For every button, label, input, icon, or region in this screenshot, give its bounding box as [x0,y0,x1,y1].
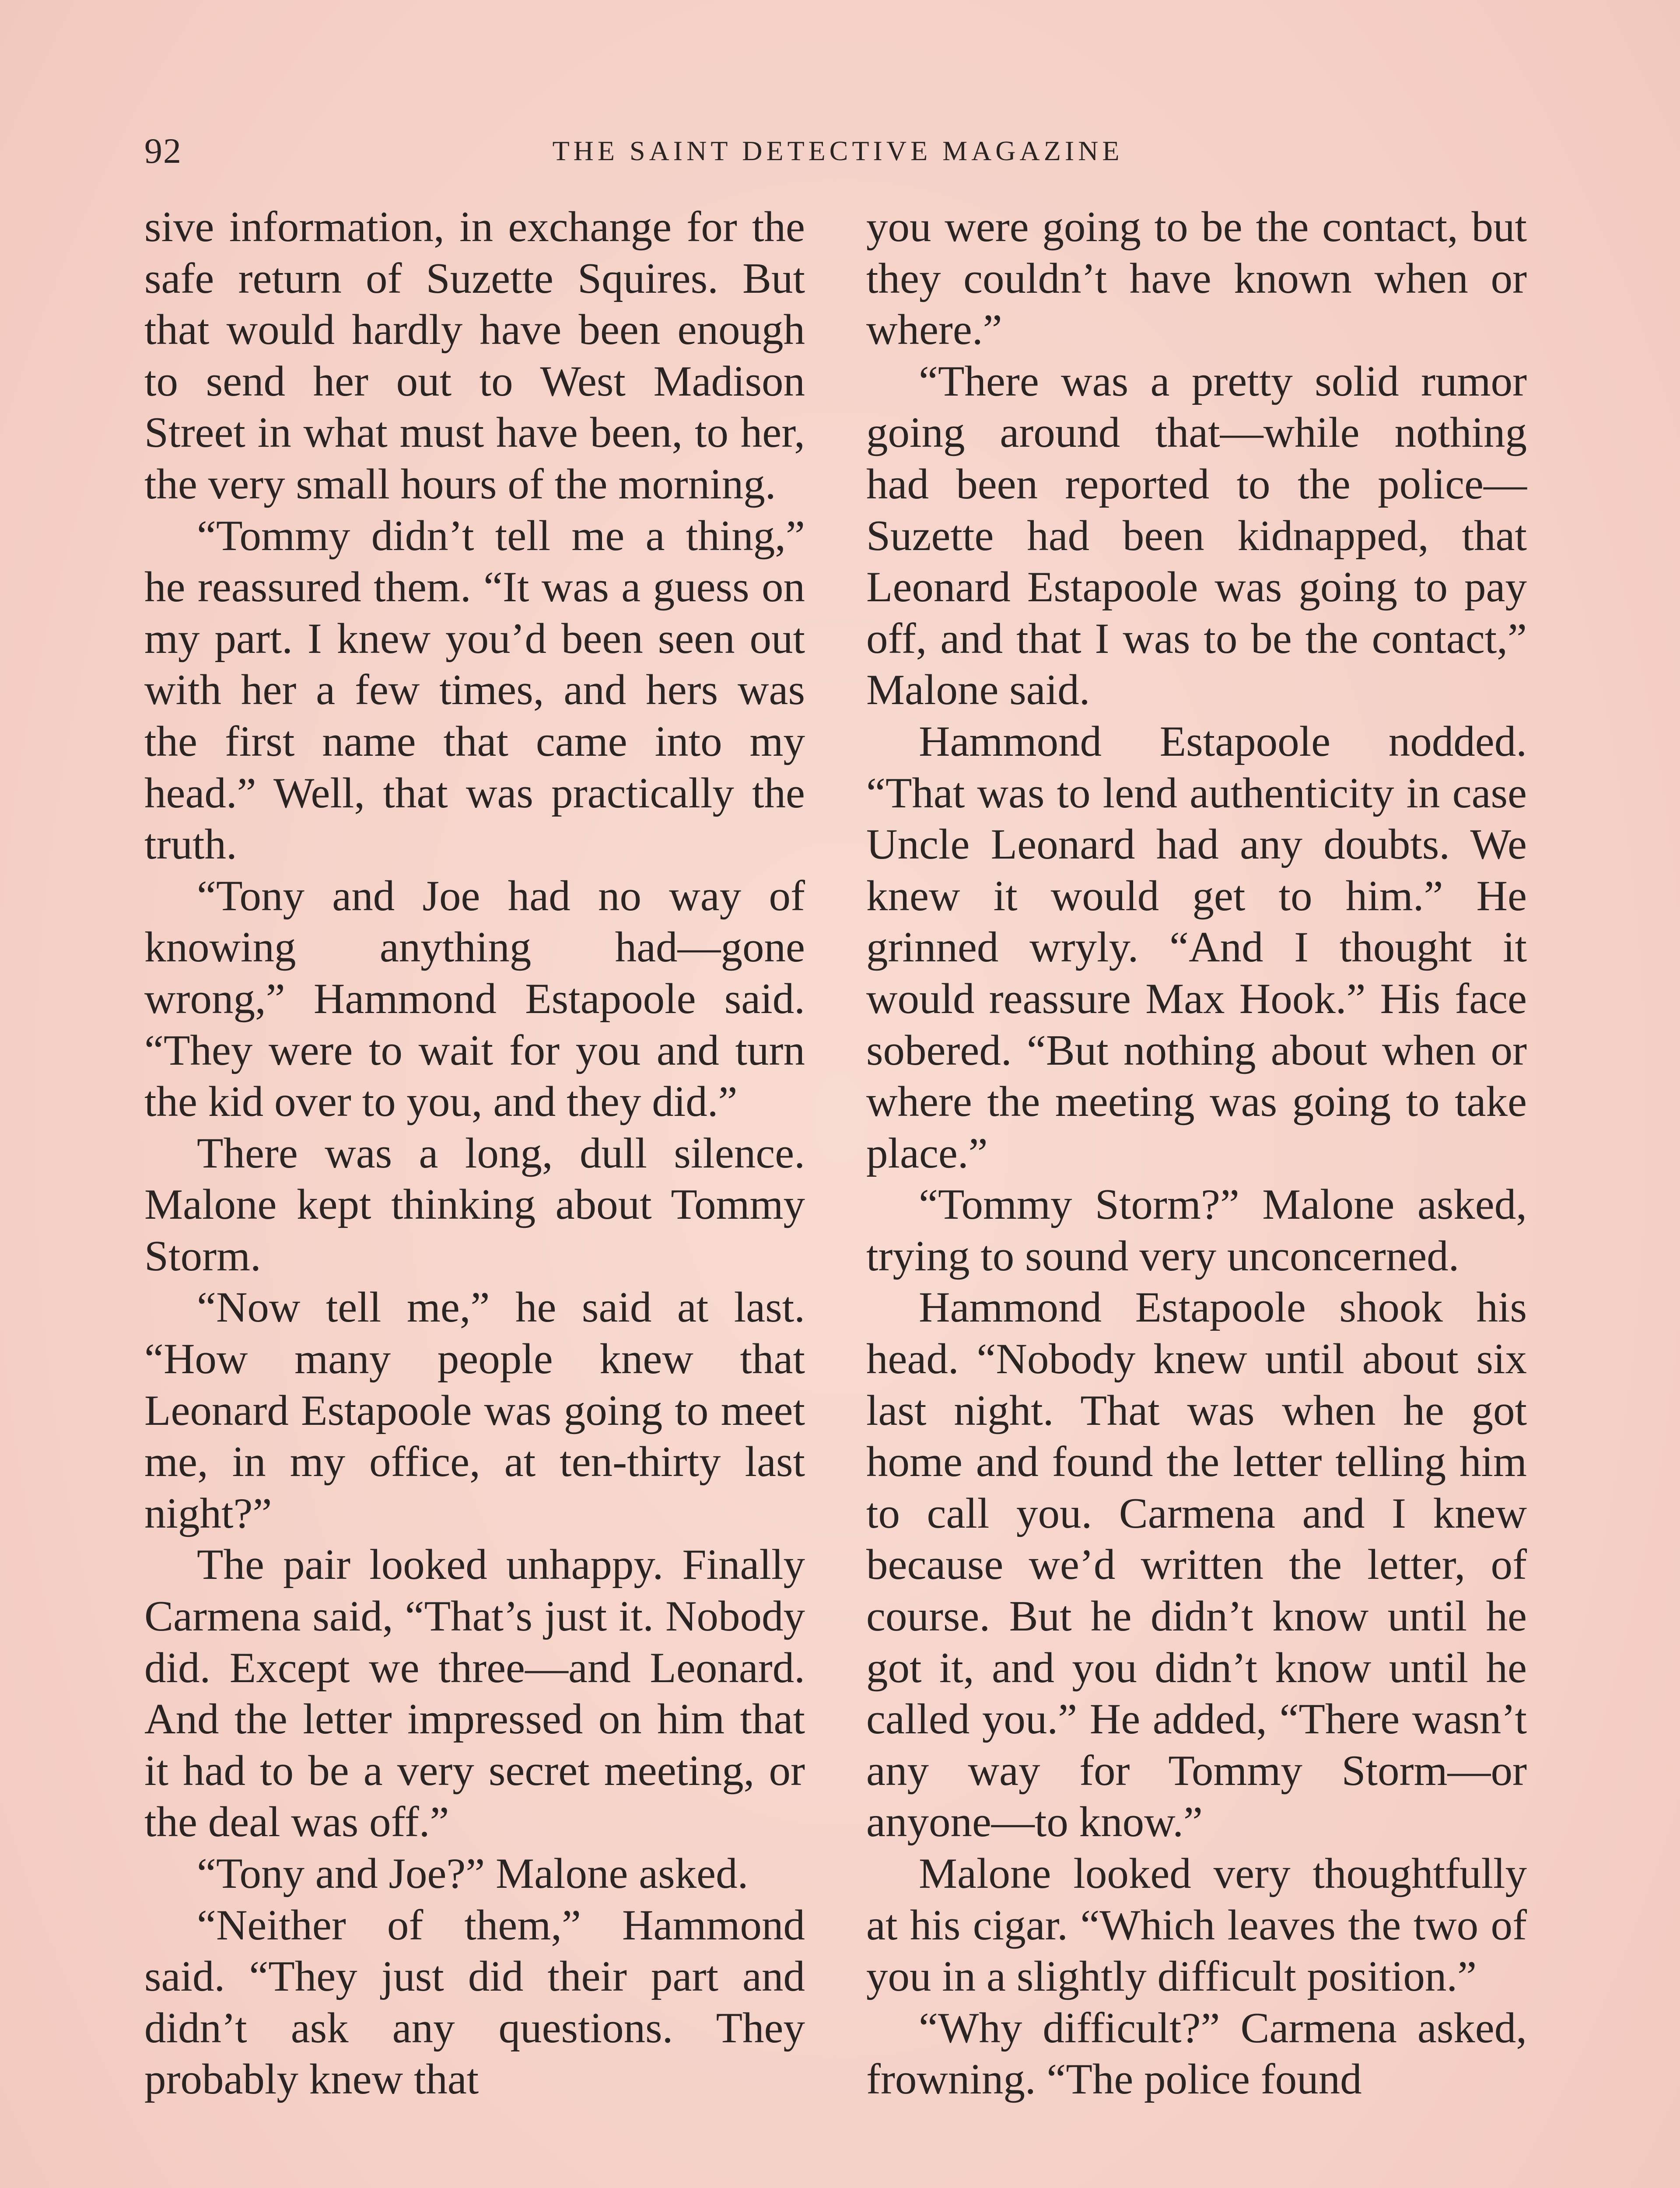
magazine-title: THE SAINT DETECTIVE MAGAZINE [552,135,1124,166]
paragraph: “Tony and Joe had no way of knowing anything had—gone wrong,” Hammond Estapoole said. “They were to wait for you and turn the kid over to you, and they did.” [144,872,805,1126]
paragraph: “Why difficult?” Carmena asked, frowning. “The police found [866,2004,1527,2104]
right-text-column [866,201,1527,2105]
paragraph: The pair looked unhappy. Finally Carmena said, “That’s just it. Nobody did. Except we three—and Leonard. And the letter impressed on him that it had to be a very secret meeting, or the deal was off.” [144,1541,805,1846]
page-number: 92 [144,131,182,171]
paragraph: Hammond Estapoole shook his head. “Nobody knew until about six last night. That was when he got home and found the letter telling him to call you. Carmena and I knew because we’d written the letter, of course. But he didn’t know until he got it, and you didn’t know until he called you.” He added, “There wasn’t any way for Tommy Storm—or anyone—to know.” [866,1283,1527,1846]
paragraph: “Tommy didn’t tell me a thing,” he reassured them. “It was a guess on my part. I knew you’d been seen out with her a few times, and hers was the first name that came into my head.” Well, that was practically the truth. [144,512,805,869]
paragraph: sive information, in exchange for the safe return of Suzette Squires. But that would hardly have been enough to send her out to West Madison Street in what must have been, to her, the very small hours of the morning. [144,203,805,508]
paragraph: “There was a pretty solid rumor going around that—while nothing had been reported to the police—Suzette had been kidnapped, that Leonard Estapoole was going to pay off, and that I was to be the contact,” Malone said. [866,357,1527,714]
paragraph: “Tommy Storm?” Malone asked, trying to sound very unconcerned. [866,1181,1527,1280]
paragraph: “Tony and Joe?” Malone asked. [197,1850,749,1897]
paragraph: “Neither of them,” Hammond said. “They just did their part and didn’t ask any questions. They probably knew that [144,1901,805,2104]
paragraph: you were going to be the contact, but they couldn’t have known when or where.” [866,203,1527,354]
paragraph: Malone looked very thoughtfully at his cigar. “Which leaves the two of you in a slightly difficult position.” [866,1850,1527,2001]
paragraph: Hammond Estapoole nodded. “That was to lend authenticity in case Uncle Leonard had any doubts. We knew it would get to him.” He grinned wryly. “And I thought it would reassure Max Hook.” His face sobered. “But nothing about when or where the meeting was going to take place.” [866,717,1527,1177]
running-header [144,127,1531,175]
left-text-column [144,201,805,2105]
paragraph: There was a long, dull silence. Malone kept thinking about Tommy Storm. [144,1129,805,1280]
paragraph: “Now tell me,” he said at last. “How many people knew that Leonard Estapoole was going to meet me, in my office, at ten-thirty last night?” [144,1283,805,1537]
